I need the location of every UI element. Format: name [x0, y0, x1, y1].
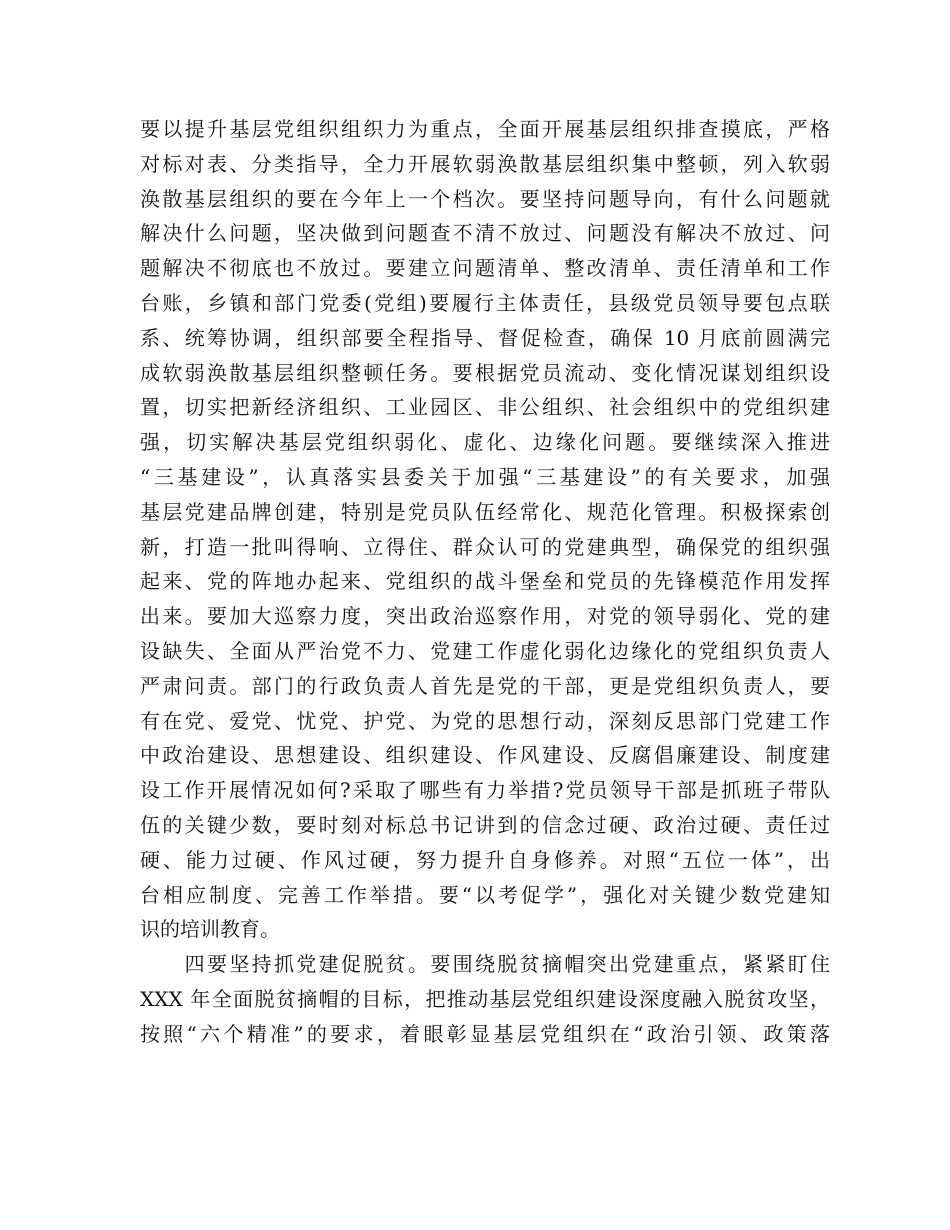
text-line: 有在党、爱党、忧党、护党、为党的思想行动，深刻反思部门党建工作	[140, 708, 830, 733]
text-line: 系、统筹协调，组织部要全程指导、督促检查，确保 10 月底前圆满完	[140, 325, 830, 350]
text-line: 台账，乡镇和部门党委(党组)要履行主体责任，县级党员领导要包点联	[140, 290, 830, 315]
text-line: 新，打造一批叫得响、立得住、群众认可的党建典型，确保党的组织强	[140, 534, 830, 559]
text-line: 置，切实把新经济组织、工业园区、非公组织、社会组织中的党组织建	[140, 395, 830, 420]
document-body-text	[140, 112, 830, 1052]
text-line: 对标对表、分类指导，全力开展软弱涣散基层组织集中整顿，列入软弱	[140, 151, 830, 176]
paragraph-end-line: 识的培训教育。	[140, 917, 280, 942]
text-line: 起来、党的阵地办起来、党组织的战斗堡垒和党员的先锋模范作用发挥	[140, 569, 830, 594]
text-line: 设工作开展情况如何?采取了哪些有力举措?党员领导干部是抓班子带队	[140, 778, 830, 803]
text-line: 成软弱涣散基层组织整顿任务。要根据党员流动、变化情况谋划组织设	[140, 360, 830, 385]
text-line: 解决什么问题，坚决做到问题查不清不放过、问题没有解决不放过、问	[140, 221, 830, 246]
text-line: 基层党建品牌创建，特别是党员队伍经常化、规范化管理。积极探索创	[140, 499, 830, 524]
text-line: 要以提升基层党组织组织力为重点，全面开展基层组织排查摸底，严格	[140, 117, 830, 141]
text-line: 按照“六个精准”的要求，着眼彰显基层党组织在“政治引领、政策落	[140, 1021, 830, 1046]
text-line: XXX 年全面脱贫摘帽的目标，把推动基层党组织建设深度融入脱贫攻坚，	[140, 986, 830, 1011]
text-line: “三基建设”，认真落实县委关于加强“三基建设”的有关要求，加强	[140, 464, 830, 489]
text-line: 严肃问责。部门的行政负责人首先是党的干部，更是党组织负责人，要	[140, 673, 830, 698]
text-line: 台相应制度、完善工作举措。要“以考促学”，强化对关键少数党建知	[140, 882, 830, 907]
text-line: 涣散基层组织的要在今年上一个档次。要坚持问题导向，有什么问题就	[140, 186, 830, 211]
text-line: 题解决不彻底也不放过。要建立问题清单、整改清单、责任清单和工作	[140, 256, 830, 281]
text-line: 中政治建设、思想建设、组织建设、作风建设、反腐倡廉建设、制度建	[140, 743, 830, 768]
text-line: 设缺失、全面从严治党不力、党建工作虚化弱化边缘化的党组织负责人	[140, 638, 830, 663]
text-line: 出来。要加大巡察力度，突出政治巡察作用，对党的领导弱化、党的建	[140, 604, 830, 629]
text-line: 硬、能力过硬、作风过硬，努力提升自身修养。对照“五位一体”，出	[140, 847, 830, 872]
text-line: 强，切实解决基层党组织弱化、虚化、边缘化问题。要继续深入推进	[140, 430, 830, 455]
text-line: 伍的关键少数，要时刻对标总书记讲到的信念过硬、政治过硬、责任过	[140, 812, 830, 837]
paragraph-start-line: 四要坚持抓党建促脱贫。要围绕脱贫摘帽突出党建重点，紧紧盯住	[140, 952, 830, 977]
